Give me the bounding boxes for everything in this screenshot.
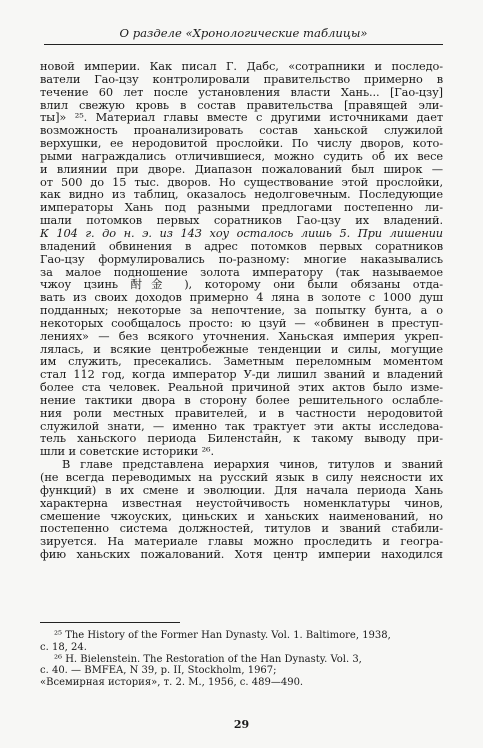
text-line: служилой знати, — именно так трактует эти акты исследова- [40,418,443,433]
text-line: фию ханьских пожалований. Хотя центр империи находился [40,547,443,562]
footnote-line: c. 18, 24. [40,641,87,653]
text-line: функций) в их смене и эволюции. Для начала периода Хань [40,482,443,497]
text-line: лениях» — без всякого уточнения. Ханьская империя укреп- [40,328,443,343]
text-line: нение тактики двора в сторону более решительного ослабле- [40,392,443,407]
text-line: им служить, пресекались. Заметным переломным моментом [40,354,443,369]
text-line: зируется. На материале главы можно проследить и геогра- [40,534,443,549]
footnote-line: ²⁶ H. Bielenstein. The Restoration of the Han Dynasty. Vol. 3, [54,653,362,665]
text-line: К 104 г. до н. э. из 143 хоу осталось лишь 5. При лишении [40,225,443,240]
page-number: 29 [233,718,250,731]
paragraph-2 [40,458,443,561]
text-line: тель ханьского периода Биленстайн, к такому выводу при- [40,431,443,446]
text-line: как видно из таблиц, оказалось недолговечным. Последующие [40,187,443,202]
text-line: императоры Хань под разными предлогами постепенно ли- [40,200,443,215]
text-line: и влиянии при дворе. Диапазон пожалований был широк — [40,161,443,176]
text-line: Гао-цзу формулировались по-разному: многие наказывались [40,251,443,266]
footnotes [40,630,443,689]
text-line: стал 112 год, когда император У-ди лишил званий и владений [40,367,443,382]
text-line: от 500 до 15 тыс. дворов. Но существование этой прослойки, [40,174,443,189]
text-line: более ста человек. Реальной причиной этих актов было изме- [40,380,443,395]
text-line: В главе представлена иерархия чинов, титулов и званий [62,457,443,472]
text-line: лялась, и всякие центробежные тенденции и силы, могущие [40,341,443,356]
text-line: верхушки, ее неродовитой прослойки. По числу дворов, кото- [40,136,443,151]
text-line: возможность проанализировать состав ханьской служилой [40,123,443,138]
footnote-rule [40,622,180,623]
body-text [40,60,443,561]
text-line: шали потомков первых соратников Гао-цзу их владений. [40,213,443,228]
running-header: О разделе «Хронологические таблицы» [44,26,443,45]
text-line: новой империи. Как писал Г. Дабс, «сотрапники и последо- [40,59,443,73]
text-line: характерна известная неустойчивость номенклатуры чинов, [40,495,443,510]
text-line: ватели Гао-цзу контролировали правительство примерно в [40,71,443,86]
text-line: владений обвинения в адрес потомков первых соратников [40,238,443,253]
footnote-line: ²⁵ The History of the Former Han Dynasty. Vol. 1. Baltimore, 1938, [54,630,391,641]
text-line: влил свежую кровь в состав правительства [правящей эли- [40,97,443,112]
paragraph-1 [40,60,443,458]
text-line: постепенно система должностей, титулов и званий стабили- [40,521,443,536]
text-line: рыми награждались отличившиеся, можно судить об их весе [40,148,443,163]
footnote-line: «Всемирная история», т. 2. М., 1956, с. 489—490. [40,677,304,689]
text-line: некоторых сообщалось просто: ю цзуй — «обвинен в преступ- [40,315,443,330]
text-line: ты]» ²⁵. Материал главы вместе с другими источниками дает [40,110,443,125]
text-line: ния роли местных правителей, и в частности неродовитой [40,405,443,420]
text-line: за малое подношение золота императору (так называемое [40,264,443,279]
text-line: течение 60 лет после установления власти Хань... [Гао-цзу] [40,84,443,99]
text-line: шли и советские историки ²⁶. [40,444,214,459]
text-line: вать из своих доходов примерно 4 ляна в золоте с 1000 душ [40,290,443,305]
text-line: (не всегда переводимых на русский язык в силу неясности их [40,470,443,484]
text-line: смешение чжоуских, циньских и ханьских наименований, но [40,508,443,523]
text-line: чжоу цзинь 酎金 ), которому они были обязаны отда- [40,277,443,292]
footnote-line: c. 40. — BMFEA, N 39, p. II, Stockholm, 1967; [40,665,277,677]
text-line: подданных; некоторые за непочтение, за попытку бунта, а о [40,303,443,318]
